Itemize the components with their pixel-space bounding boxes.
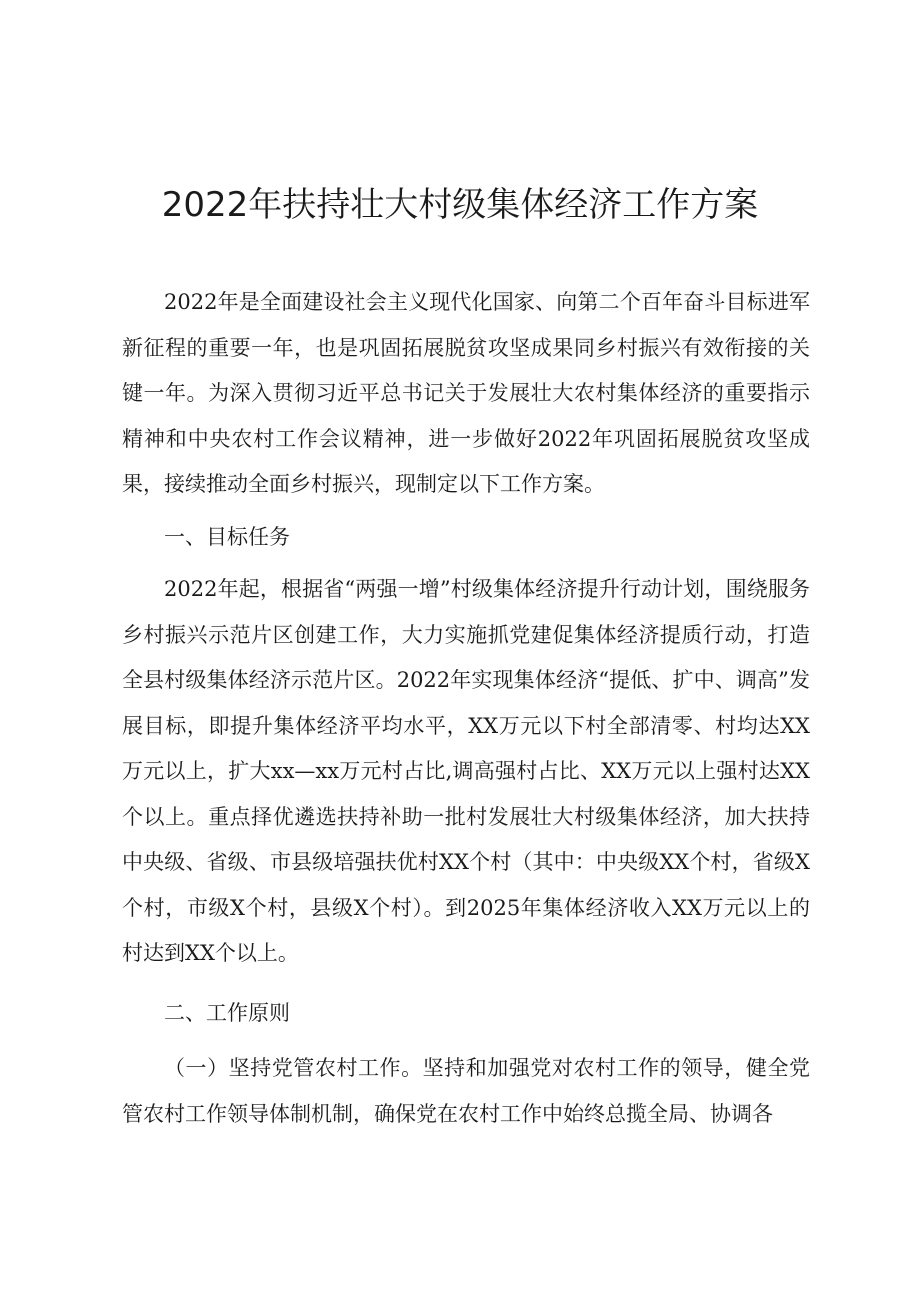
section-heading-principles: 二、工作原则: [164, 1000, 290, 1025]
intro-paragraph: 2022年是全面建设社会主义现代化国家、向第二个百年奋斗目标进军新征程的重要一年，也是巩固拓展脱贫攻坚成果同乡村振兴有效衔接的关键一年。为深入贯彻习近平总书记关于发展壮大农村集体经济的重要指示精神和中央农村工作会议精神，进一步做好2022年巩固拓展脱贫攻坚成果，接续推动全面乡村振兴，现制定以下工作方案。: [122, 290, 810, 496]
goals-paragraph: 2022年起，根据省“两强一增”村级集体经济提升行动计划，围绕服务乡村振兴示范片区创建工作，大力实施抓党建促集体经济提质行动，打造全县村级集体经济示范片区。2022年实现集体经济“提低、扩中、调高”发展目标，即提升集体经济平均水平，XX万元以下村全部清零、村均达XX万元以上，扩大xx—xx万元村占比,调高强村占比、XX万元以上强村达XX个以上。重点择优遴选扶持补助一批村发展壮大村级集体经济，加大扶持中央级、省级、市县级培强扶优村XX个村（其中：中央级XX个村，省级X个村，市级X个村，县级X个村）。到2025年集体经济收入XX万元以上的村达到XX个以上。: [122, 577, 810, 965]
section-heading-goals: 一、目标任务: [164, 524, 290, 549]
document-title: 2022年扶持壮大村级集体经济工作方案: [161, 185, 759, 225]
document-body: [122, 280, 810, 1137]
principle-item-1: （一）坚持党管农村工作。坚持和加强党对农村工作的领导，健全党管农村工作领导体制机制，确保党在农村工作中始终总揽全局、协调各: [122, 1056, 810, 1126]
